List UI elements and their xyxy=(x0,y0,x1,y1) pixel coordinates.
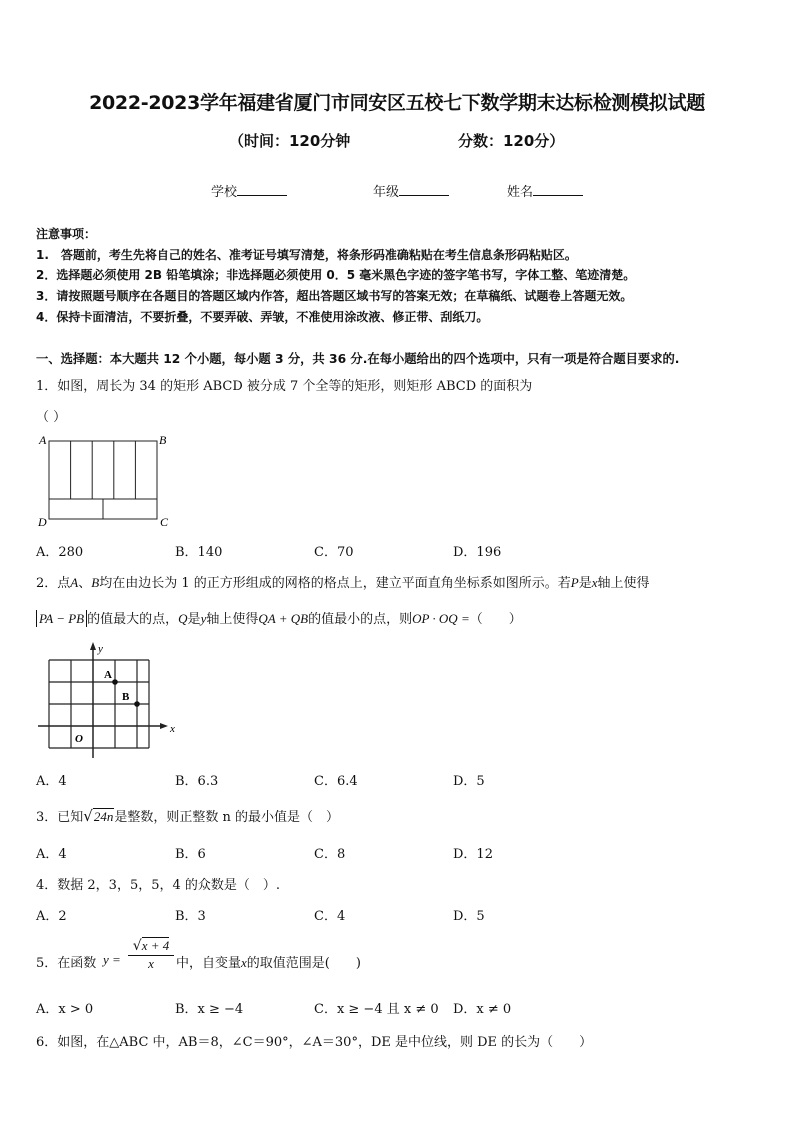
q3-text: 3．已知 xyxy=(36,810,84,825)
question-5-post xyxy=(176,952,361,971)
question-6-text: 6．如图，在△ABC 中，AB＝8，∠C＝90°，∠A＝30°，DE 是中位线，则 DE 的长为（ ） xyxy=(36,1035,593,1050)
q2-var-b: B xyxy=(91,575,100,590)
q5-text: 中，自变量 xyxy=(176,956,242,971)
q2-var-q: Q xyxy=(178,611,188,626)
q5-numerator-wrap xyxy=(128,938,174,956)
notice-item: 4．保持卡面清洁，不要折叠，不要弄破、弄皱，不准使用涂改液、修正带、刮纸刀。 xyxy=(36,310,489,324)
q5-option-a[interactable]: A．x > 0 xyxy=(36,1002,94,1017)
q3-option-d[interactable]: D．12 xyxy=(453,847,493,862)
vertex-label-c: C xyxy=(160,515,169,529)
q5-text: 的取值范围是( ) xyxy=(246,956,361,971)
q3-radicand: 24n xyxy=(93,809,114,824)
question-1-text: 1．如图，周长为 34 的矩形 ABCD 被分成 7 个全等的矩形，则矩形 ABCD 的面积为 xyxy=(36,379,533,394)
q2-var-a: A xyxy=(70,575,79,590)
q3-text: 是整数，则正整数 n 的最小值是（ ） xyxy=(114,810,339,825)
q4-option-a[interactable]: A．2 xyxy=(36,909,67,924)
question-3-text xyxy=(36,806,339,825)
q1-option-c[interactable]: C．70 xyxy=(314,545,354,560)
q5-y-eq: y = xyxy=(103,952,121,967)
y-axis-label: y xyxy=(98,643,103,655)
q2-text: 轴上使得 xyxy=(597,576,650,591)
q5-denominator: x xyxy=(148,956,154,971)
q4-option-b[interactable]: B．3 xyxy=(175,909,206,924)
name-field xyxy=(507,181,583,200)
q4-option-d[interactable]: D．5 xyxy=(453,909,485,924)
q1-option-a[interactable]: A．280 xyxy=(36,545,84,560)
name-blank xyxy=(533,183,583,196)
q2-var-p: P xyxy=(570,575,579,590)
q2-text: 2．点 xyxy=(36,576,71,591)
school-label: 学校 xyxy=(211,185,238,200)
q5-option-b[interactable]: B．x ≥ −4 xyxy=(175,1002,244,1017)
q1-option-b[interactable]: B．140 xyxy=(175,545,223,560)
q2-text: 的值最小的点，则 xyxy=(308,612,413,627)
question-2-line-1 xyxy=(36,572,650,591)
q2-option-c[interactable]: C．6.4 xyxy=(314,774,358,789)
y-axis-arrow-icon xyxy=(90,642,96,650)
sqrt-icon: √ xyxy=(132,938,142,954)
question-2-line-2 xyxy=(36,608,522,627)
question-5-pre: 5．在函数 xyxy=(36,956,97,971)
q4-option-c[interactable]: C．4 xyxy=(314,909,346,924)
exam-score: 分数：120分） xyxy=(458,132,565,150)
notice-item: 2．选择题必须使用 2B 铅笔填涂；非选择题必须使用 0．5 毫米黑色字迹的签字笔书写，字体工整、笔迹清楚。 xyxy=(36,268,636,282)
name-label: 姓名 xyxy=(507,185,534,200)
exam-time: （时间：120分钟 xyxy=(229,132,351,150)
q2-dot-expr: OP · OQ = xyxy=(412,611,470,626)
q2-abs-expr: PA − PB xyxy=(36,610,87,627)
point-b xyxy=(134,701,140,707)
q5-option-c[interactable]: C．x ≥ −4 且 x ≠ 0 xyxy=(314,1002,439,1017)
q2-text: 轴上使得 xyxy=(206,612,259,627)
origin-label: O xyxy=(75,733,83,745)
q5-fraction xyxy=(128,938,174,972)
q1-option-d[interactable]: D．196 xyxy=(453,545,502,560)
q2-option-b[interactable]: B．6.3 xyxy=(175,774,219,789)
grade-field xyxy=(373,181,449,200)
sqrt-icon: √ xyxy=(83,807,93,825)
notice-item: 1. 答题前，考生先将自己的姓名、准考证号填写清楚，将条形码准确粘贴在考生信息条形码粘贴区。 xyxy=(36,248,577,262)
q2-option-d[interactable]: D．5 xyxy=(453,774,485,789)
q3-option-c[interactable]: C．8 xyxy=(314,847,346,862)
q2-sum-expr: QA + QB xyxy=(258,611,309,626)
q2-var-x: x xyxy=(591,575,598,590)
grade-label: 年级 xyxy=(373,185,400,200)
q2-text: 、 xyxy=(78,576,92,591)
vertex-label-b: B xyxy=(159,433,167,447)
q2-text: 是 xyxy=(578,576,592,591)
grade-blank xyxy=(399,183,449,196)
page-title: 2022-2023学年福建省厦门市同安区五校七下数学期末达标检测模拟试题 xyxy=(89,92,705,114)
notice-heading: 注意事项： xyxy=(36,227,97,241)
q5-option-d[interactable]: D．x ≠ 0 xyxy=(453,1002,512,1017)
vertex-label-a: A xyxy=(39,433,47,447)
question-1-figure xyxy=(34,432,174,530)
q5-numerator: x + 4 xyxy=(141,938,170,953)
school-blank xyxy=(237,183,287,196)
question-4-text: 4．数据 2，3，5，5，4 的众数是（ ）. xyxy=(36,878,281,893)
q2-text: 的值最大的点， xyxy=(87,612,179,627)
q2-var-y: y xyxy=(200,611,207,626)
x-axis-arrow-icon xyxy=(160,723,168,729)
q5-var-x: x xyxy=(241,955,247,970)
school-field xyxy=(211,181,287,200)
vertex-label-d: D xyxy=(38,515,47,529)
q2-option-a[interactable]: A．4 xyxy=(36,774,67,789)
q3-option-a[interactable]: A．4 xyxy=(36,847,67,862)
q2-text: 均在由边长为 1 的正方形组成的网格的格点上，建立平面直角坐标系如图所示。若 xyxy=(99,576,571,591)
q3-option-b[interactable]: B．6 xyxy=(175,847,206,862)
point-b-label: B xyxy=(122,691,130,703)
point-a xyxy=(112,679,118,685)
question-2-figure xyxy=(36,640,186,760)
q2-text: 是 xyxy=(187,612,201,627)
q2-text: （ ） xyxy=(469,612,522,627)
section-heading: 一、选择题：本大题共 12 个小题，每小题 3 分，共 36 分.在每小题给出的四个选项中，只有一项是符合题目要求的. xyxy=(36,352,680,366)
notice-item: 3．请按照题号顺序在各题目的答题区域内作答，超出答题区域书写的答案无效；在草稿纸、试题卷上答题无效。 xyxy=(36,289,633,303)
question-1-paren: （ ） xyxy=(36,410,67,425)
point-a-label: A xyxy=(104,669,112,681)
x-axis-label: x xyxy=(170,723,175,735)
